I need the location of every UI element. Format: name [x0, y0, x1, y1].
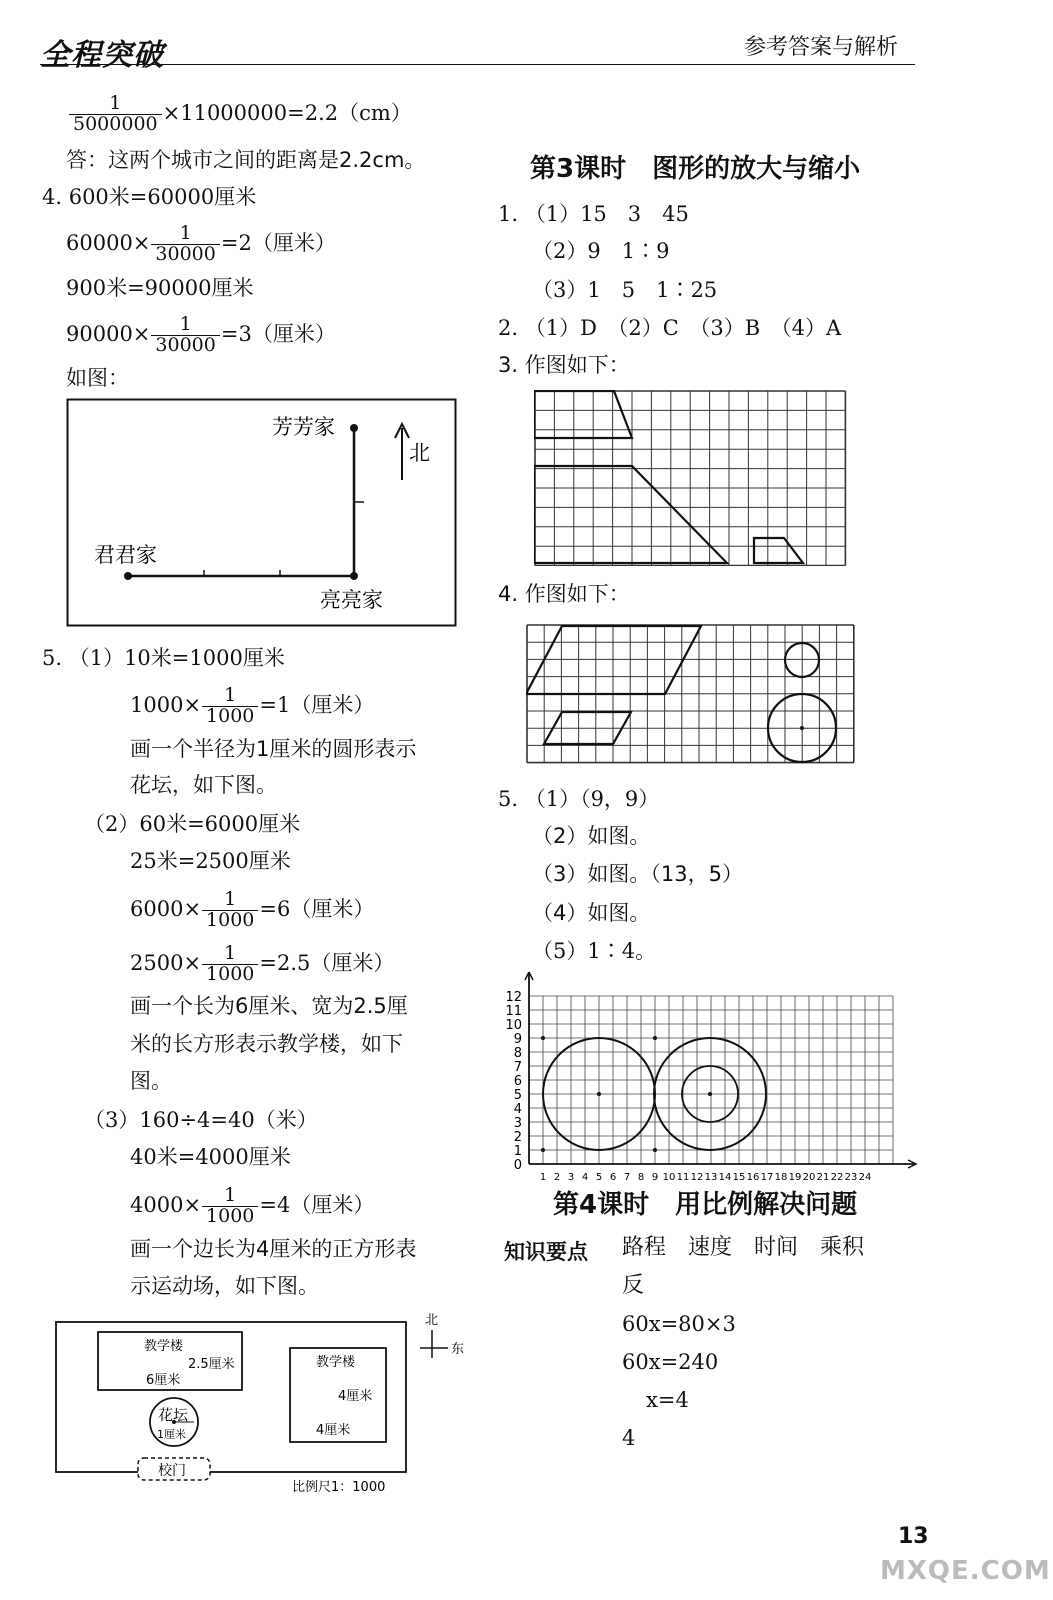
junjun-label: 君君家 [94, 543, 157, 567]
x-tick-label: 18 [774, 1172, 788, 1182]
q5-2-calc-a: 6000× $\frac{1}{1000}$ =6（厘米） [130, 888, 375, 931]
brand-logo: 全程突破 [40, 38, 164, 73]
x-tick-label: 9 [651, 1172, 659, 1182]
equation-3: x=4 [646, 1388, 689, 1412]
header-title: 参考答案与解析 [744, 35, 899, 60]
grid-drawing-3 [534, 390, 856, 566]
building2-side1: 4厘米 [338, 1389, 373, 1404]
building1-label: 教学楼 [144, 1339, 184, 1354]
q5-2-line2: 25米=2500厘米 [130, 849, 291, 873]
scale-label: 比例尺1：1000 [292, 1480, 386, 1495]
r5-4: （4）如图。 [532, 901, 651, 925]
key-points-words: 路程 速度 时间 乘积 [622, 1235, 865, 1260]
x-tick-label: 20 [802, 1172, 816, 1182]
q4-line3: 900米=90000厘米 [66, 276, 254, 300]
r3: 3. 作图如下： [498, 353, 630, 377]
y-tick-label: 3 [513, 1116, 522, 1131]
q5-2-text1: 画一个长为6厘米、宽为2.5厘 [130, 994, 408, 1018]
calc-line: $\frac{1}{5000000}$ ×11000000=2.2（cm） [68, 94, 412, 135]
fraction: $\frac{1}{1000}$ [202, 1186, 258, 1227]
x-tick-label: 1 [539, 1172, 547, 1182]
q5-1-text2: 花坛，如下图。 [130, 773, 277, 797]
building2-side2: 4厘米 [316, 1423, 351, 1438]
x-tick-label: 16 [746, 1172, 760, 1182]
watermark: MXQE.COM [880, 1556, 1051, 1586]
compass-north: 北 [425, 1313, 439, 1328]
fraction: $\frac{1}{1000}$ [202, 890, 258, 931]
x-tick-label: 5 [595, 1172, 603, 1182]
y-tick-label: 11 [505, 1004, 522, 1019]
x-tick-label: 3 [567, 1172, 575, 1182]
r1-2: （2）9 1∶9 [532, 239, 670, 263]
x-tick-label: 4 [581, 1172, 589, 1182]
x-tick-label: 24 [858, 1172, 872, 1182]
fraction: $\frac{1}{1000}$ [202, 944, 258, 985]
building1-width: 2.5厘米 [188, 1357, 235, 1372]
q5-1-line1: 5. （1）10米=1000厘米 [42, 646, 285, 670]
route-map [66, 398, 458, 628]
y-tick-label: 1 [513, 1144, 522, 1159]
q5-1-text1: 画一个半径为1厘米的圆形表示 [130, 737, 417, 761]
section3-title: 第3课时 图形的放大与缩小 [530, 154, 861, 184]
fraction: $\frac{1}{30000}$ [151, 224, 219, 265]
y-tick-label: 8 [513, 1046, 522, 1061]
x-tick-label: 14 [718, 1172, 732, 1182]
fraction: $\frac{1}{1000}$ [202, 686, 258, 727]
page-number: 13 [898, 1524, 929, 1549]
q4-line2: 60000× $\frac{1}{30000}$ =2（厘米） [66, 222, 336, 265]
q5-3-text2: 示运动场，如下图。 [130, 1274, 319, 1298]
school-map [54, 1308, 474, 1498]
r5-2: （2）如图。 [532, 824, 651, 848]
r1-1: 1. （1）15 3 45 [498, 202, 689, 226]
r5-5: （5）1∶4。 [532, 939, 657, 963]
q5-2-calc-b: 2500× $\frac{1}{1000}$ =2.5（厘米） [130, 942, 395, 985]
x-tick-label: 13 [704, 1172, 718, 1182]
x-tick-label: 15 [732, 1172, 746, 1182]
q4-line1: 4. 600米=60000厘米 [42, 185, 257, 209]
gate-label: 校门 [158, 1463, 186, 1479]
x-tick-label: 12 [690, 1172, 704, 1182]
key-points-label: 知识要点 [504, 1240, 588, 1264]
q5-3-line2: 40米=4000厘米 [130, 1145, 291, 1169]
liangliang-label: 亮亮家 [320, 588, 383, 612]
x-tick-label: 19 [788, 1172, 802, 1182]
x-tick-label: 2 [553, 1172, 561, 1182]
coordinate-grid [500, 972, 920, 1182]
r5-3: （3）如图。（13，5） [532, 862, 743, 886]
building2-label: 教学楼 [316, 1355, 356, 1370]
x-tick-label: 23 [844, 1172, 858, 1182]
q5-3-calc: 4000× $\frac{1}{1000}$ =4（厘米） [130, 1184, 375, 1227]
fraction: $\frac{1}{5000000}$ [69, 94, 162, 135]
y-tick-label: 4 [513, 1102, 522, 1117]
q5-3-line1: （3）160÷4=40（米） [84, 1108, 318, 1132]
garden-label: 花坛 [158, 1406, 189, 1424]
x-tick-label: 8 [637, 1172, 645, 1182]
key-points-fan: 反 [622, 1273, 645, 1298]
r1-3: （3）1 5 1∶25 [532, 278, 718, 302]
x-tick-label: 10 [662, 1172, 676, 1182]
fangfang-label: 芳芳家 [272, 415, 335, 439]
equation-2: 60x=240 [622, 1350, 719, 1374]
r2: 2. （1）D （2）C （3）B （4）A [498, 316, 842, 340]
x-tick-label: 17 [760, 1172, 774, 1182]
building1-length: 6厘米 [146, 1373, 181, 1388]
y-tick-label: 9 [513, 1032, 522, 1047]
x-tick-label: 6 [609, 1172, 617, 1182]
y-tick-label: 5 [513, 1088, 522, 1103]
x-tick-label: 7 [623, 1172, 631, 1182]
y-tick-label: 7 [513, 1060, 522, 1075]
y-tick-label: 0 [513, 1158, 522, 1173]
q5-1-calc: 1000× $\frac{1}{1000}$ =1（厘米） [130, 684, 375, 727]
x-tick-label: 11 [676, 1172, 690, 1182]
q5-2-line1: （2）60米=6000厘米 [84, 812, 301, 836]
fraction: $\frac{1}{30000}$ [151, 315, 219, 356]
y-tick-label: 2 [513, 1130, 522, 1145]
header-rule [40, 64, 915, 65]
x-tick-label: 21 [816, 1172, 830, 1182]
x-tick-label: 22 [830, 1172, 844, 1182]
q5-2-text3: 图。 [130, 1069, 172, 1093]
y-tick-label: 6 [513, 1074, 522, 1089]
q5-3-text1: 画一个边长为4厘米的正方形表 [130, 1237, 417, 1261]
r4: 4. 作图如下： [498, 582, 630, 606]
answer-line: 答：这两个城市之间的距离是2.2cm。 [66, 148, 426, 172]
north-label: 北 [409, 441, 430, 465]
grid-drawing-4 [526, 624, 856, 766]
equation-4: 4 [622, 1426, 636, 1450]
q5-2-text2: 米的长方形表示教学楼，如下 [130, 1032, 403, 1056]
r5-1: 5. （1）（9，9） [498, 787, 660, 811]
section4-title: 第4课时 用比例解决问题 [553, 1190, 858, 1220]
equation-1: 60x=80×3 [622, 1312, 736, 1336]
ru-tu-label: 如图： [66, 366, 129, 390]
q4-line4: 90000× $\frac{1}{30000}$ =3（厘米） [66, 313, 336, 356]
compass-east: 东 [451, 1342, 465, 1357]
garden-radius: 1厘米 [157, 1428, 186, 1441]
y-tick-label: 12 [505, 990, 522, 1005]
y-tick-label: 10 [505, 1018, 522, 1033]
